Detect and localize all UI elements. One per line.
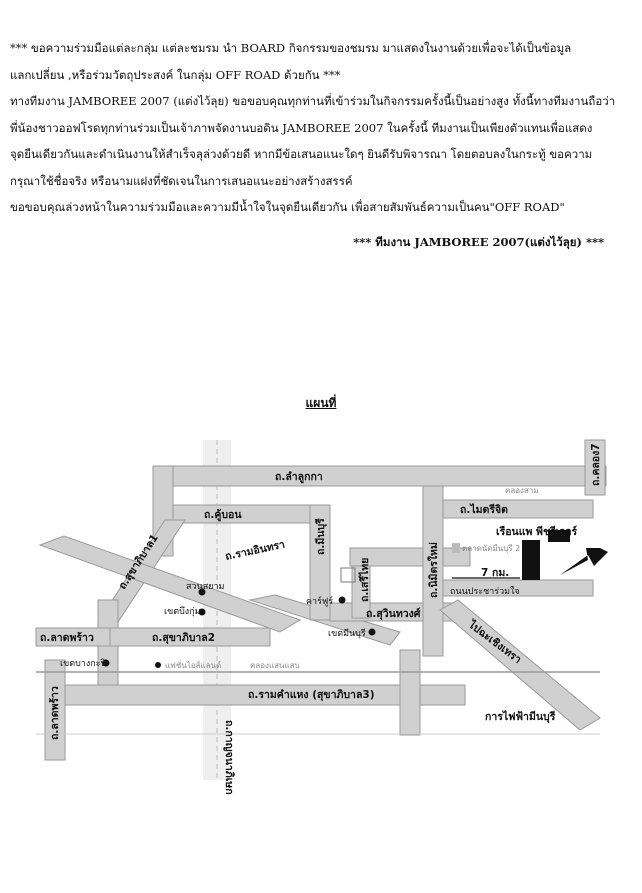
dot-fashion-island: [155, 662, 161, 668]
paragraph-line: *** ขอความร่วมมือแต่ละกลุ่ม แต่ละชมรม นำ BOARD กิจกรรมของชมรม มาแสดงในงานด้วยเพื่อจะได้เป็นข้อมูล: [10, 41, 572, 55]
label-suwinthawong: ถ.สุวินทวงศ์: [366, 608, 421, 620]
label-nimit-mai: ถ.นิมิตรใหม่: [428, 542, 440, 598]
label-sukhaphiban2: ถ.สุขาภิบาล2: [152, 632, 216, 644]
dot-carrefour: [339, 597, 346, 604]
label-bottom-left-road: ถ.ลาดพร้าว: [49, 686, 61, 740]
label-ram-intra: ถ.รามอินทรา: [224, 538, 287, 563]
road-ku-bon: [160, 505, 330, 523]
label-seri-thai: ถ.เสรีไทย: [359, 557, 371, 602]
paragraph-line: กรุณาใช้ชื่อจริง หรือนามแฝงที่ชัดเจนในการเสนอแนะอย่างสร้างสรรค์: [10, 173, 353, 188]
label-khet-min-buri: เขตมีนบุรี: [328, 629, 366, 639]
road-to-railway: [400, 650, 420, 735]
label-khet-bang-kapi: เขตบางกะปิ: [60, 659, 107, 669]
paragraph-line: พี่น้องชาวออฟโรดทุกท่านร่วมเป็นเจ้าภาพจัดงานบอดิน JAMBOREE 2007 ในครั้งนี้ ทีมงานเป็นเพียงตัวแทนเพื่อแสดง: [10, 120, 593, 135]
label-ramkhamhaeng: ถ.รามคำแหง (สุขาภิบาล3): [248, 689, 375, 701]
label-lam-luk-ka: ถ.ลำลูกกา: [275, 471, 323, 483]
label-canal: คลองแสนแสบ: [250, 661, 300, 670]
label-prachaomruamjai: ถนนประชาร่วมใจ: [450, 587, 520, 597]
label-khlong7: ถ.คลอง7: [590, 443, 602, 486]
fashion-box: [452, 543, 460, 553]
label-ku-bon: ถ.คู้บอน: [204, 509, 242, 521]
dot-khet-min-buri: [369, 629, 376, 636]
label-to-chachoengsao: ไปฉะเชิงเทรา: [466, 618, 524, 667]
label-lat-phrao: ถ.ลาดพร้าว: [40, 632, 94, 644]
paragraph-line: แลกเปลี่ยน ,หรือร่วมวัตถุประสงค์ ในกลุ่ม OFF ROAD ด้วยกัน ***: [10, 67, 341, 82]
map-title: แผนที่: [305, 396, 337, 410]
label-faint-mid: ตลาดนัดมีนบุรี 2: [462, 544, 521, 553]
paragraph-line: จุดยืนเดียวกันและดำเนินงานให้สำเร็จลุล่วงด้วยดี หากมีข้อเสนอแนะใดๆ ยินดีรับพิจารณา โดยตอบลงในกระทู้ ขอความ: [10, 147, 593, 161]
label-distance: 7 กม.: [481, 567, 510, 579]
label-min-buri: ถ.มีนบุรี: [315, 518, 327, 555]
label-fashion-island: แฟชั่นไอส์แลนด์: [165, 661, 222, 670]
label-railway: การไฟฟ้ามีนบุรี: [485, 711, 556, 723]
label-kanchanaphisek: ถ.กาญจนาภิเษก: [223, 720, 235, 795]
label-suan-siam: สวนสยาม: [186, 582, 225, 592]
paragraph-line: ทางทีมงาน JAMBOREE 2007 (แต่งไว้ลุย) ขอขอบคุณทุกท่านที่เข้าร่วมในกิจกรรมครั้งนี้เป็นอย่างสูง ทั้งนี้ทางทีมงานถือว่า: [10, 94, 616, 108]
label-khet-bueng-kum: เขตบึงกุ่ม: [164, 607, 201, 617]
location-arrow-icon: [560, 548, 608, 575]
label-sukhaphiban1: ถ.สุขาภิบาล1: [116, 532, 161, 592]
side-road: [522, 540, 540, 580]
label-carrefour: คาร์ฟูร์: [306, 597, 334, 607]
label-faint-top: คลองสาม: [505, 486, 539, 495]
road-lam-luk-ka: [153, 466, 606, 486]
label-maitri-chit: ถ.ไมตรีจิต: [460, 504, 508, 516]
label-ruenpae: เรือนแพ พีชรีเวอร์: [496, 526, 578, 538]
paragraph-line: ขอขอบคุณล่วงหน้าในความร่วมมือและความมีน้ำใจในจุดยืนเดียวกัน เพื่อสายสัมพันธ์ความเป็นคน"OFF ROAD": [10, 200, 565, 214]
signature: *** ทีมงาน JAMBOREE 2007(แต่งไว้ลุย) ***: [353, 235, 604, 249]
